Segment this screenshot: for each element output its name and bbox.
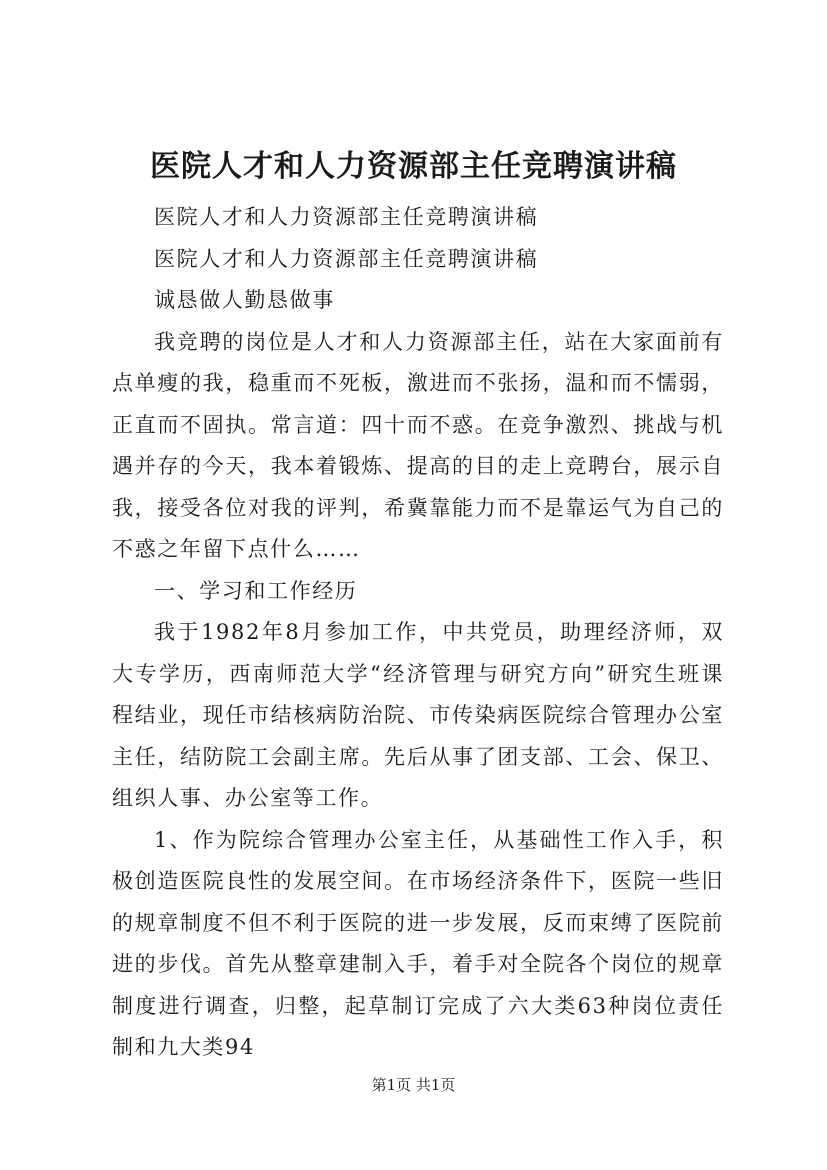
paragraph-intro: 我竞聘的岗位是人才和人力资源部主任，站在大家面前有点单瘦的我，稳重而不死板，激进而不张扬，温和而不懦弱，正直而不固执。常言道：四十而不惑。在竞争激烈、挑战与机遇并存的今天，我本着锻炼、提高的目的走上竞聘台，展示自我，接受各位对我的评判，希冀靠能力而不是靠运气为自己的不惑之年留下点什么……	[112, 329, 724, 561]
paragraph-motto: 诚恳做人勤恳做事	[154, 288, 335, 312]
paragraph-subtitle-2: 医院人才和人力资源部主任竞聘演讲稿	[154, 246, 539, 271]
section-heading-1: 一、学习和工作经历	[154, 578, 358, 603]
page-footer: 第1页 共1页	[371, 1076, 456, 1094]
document-title: 医院人才和人力资源部主任竞聘演讲稿	[150, 149, 677, 184]
document-body	[112, 197, 724, 1069]
paragraph-subtitle-1: 医院人才和人力资源部主任竞聘演讲稿	[154, 205, 539, 229]
paragraph-item-1: 1、作为院综合管理办公室主任，从基础性工作入手，积极创造医院良性的发展空间。在市场经济条件下，医院一些旧的规章制度不但不利于医院的进一步发展，反而束缚了医院前进的步伐。首先从整章建制入手，着手对全院各个岗位的规章制度进行调查，归整，起草制订完成了六大类63种岗位责任制和九大类94	[112, 827, 724, 1059]
paragraph-experience: 我于1982年8月参加工作，中共党员，助理经济师，双大专学历，西南师范大学“经济管理与研究方向”研究生班课程结业，现任市结核病防治院、市传染病医院综合管理办公室主任，结防院工会副主席。先后从事了团支部、工会、保卫、组织人事、办公室等工作。	[112, 620, 724, 810]
